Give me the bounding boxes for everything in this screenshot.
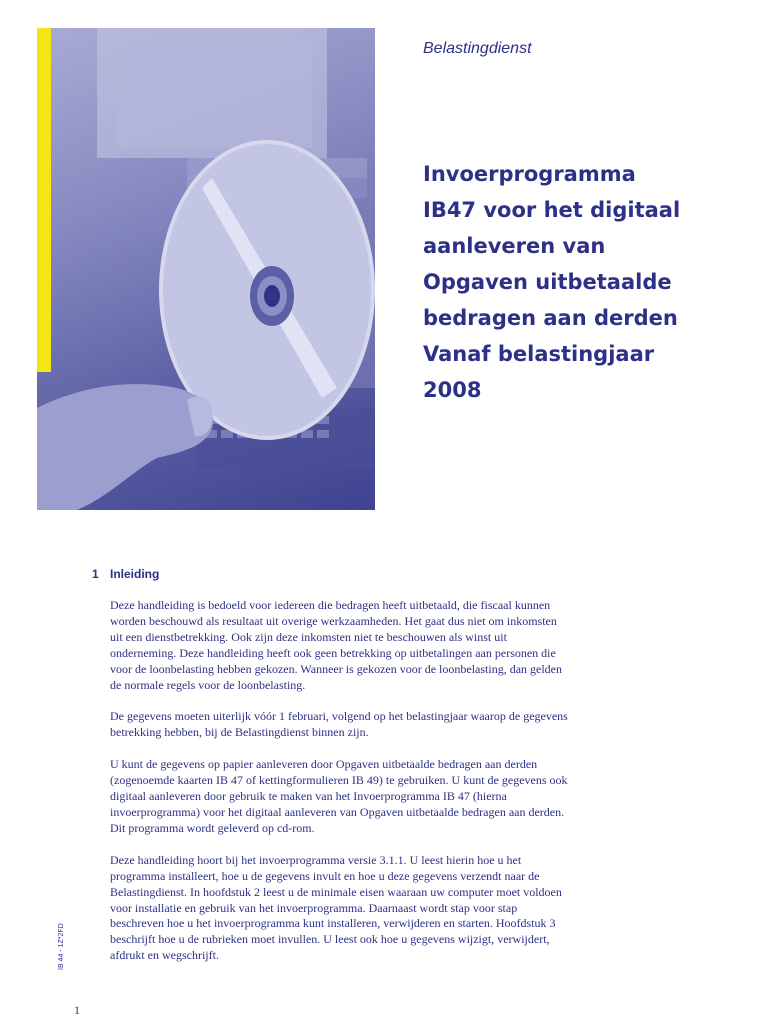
cd-hand-illustration [37, 28, 375, 510]
paragraph: Deze handleiding is bedoeld voor iedereen die bedragen heeft uitbetaald, die fiscaal kunnen worden beschouwd als resultaat uit overige werkzaamheden. Het gaat dus niet om inkomsten uit een dienstbetrekking. Ook zijn deze inkomsten niet te beschouwen als winst uit onderneming. Deze handleiding heeft ook geen betrekking op uitbetalingen aan personen die voor de loonbelasting hebben gekozen. Wanneer is gekozen voor de loonbelasting, dan gelden de normale regels voor de loonbelasting. [110, 598, 563, 692]
body-text [110, 598, 570, 980]
accent-bar [37, 28, 51, 372]
brand-name: Belastingdienst [423, 40, 532, 57]
paragraph: U kunt de gegevens op papier aanleveren door Opgaven uitbetaalde bedragen aan derden (zogenoemde kaarten IB 47 of kettingformulieren IB 49) te gebruiken. U kunt de gegevens ook digitaal aanleveren door gebruik te maken van het Invoerprogramma IB 47 (hierna invoerprogramma) voor het digitaal aanleveren van Opgaven uitbetaalde bedragen aan derden. Dit programma wordt geleverd op cd-rom. [110, 757, 568, 835]
section-number: 1 [92, 567, 99, 581]
document-title: Invoerprogramma IB47 voor het digitaal aanleveren van Opgaven uitbetaalde bedragen aan derden Vanaf belastingjaar 2008 [423, 162, 681, 402]
paragraph: De gegevens moeten uiterlijk vóór 1 februari, volgend op het belastingjaar waarop de gegevens betrekking hebben, bij de Belastingdienst binnen zijn. [110, 709, 568, 740]
page-number: 1 [74, 1003, 80, 1017]
section-title: Inleiding [110, 567, 160, 581]
form-code: IB 44 - 1Z*2FD [58, 923, 65, 970]
paragraph: Deze handleiding hoort bij het invoerprogramma versie 3.1.1. U leest hierin hoe u het programma installeert, hoe u de gegevens invult en hoe u deze gegevens verzendt naar de Belastingdienst. In hoofdstuk 2 leest u de minimale eisen waaraan uw computer moet voldoen voor installatie en gebruik van het invoerprogramma. Daarnaast wordt stap voor stap beschreven hoe u het invoerprogramma kunt installeren, verwijderen en starten. Hoofdstuk 3 beschrijft hoe u de rubrieken moet invullen. U leest ook hoe u gegevens wijzigt, verwijdert, afdrukt en wegschrijft. [110, 852, 562, 963]
cover-photo [37, 28, 375, 510]
section-heading [92, 567, 159, 581]
